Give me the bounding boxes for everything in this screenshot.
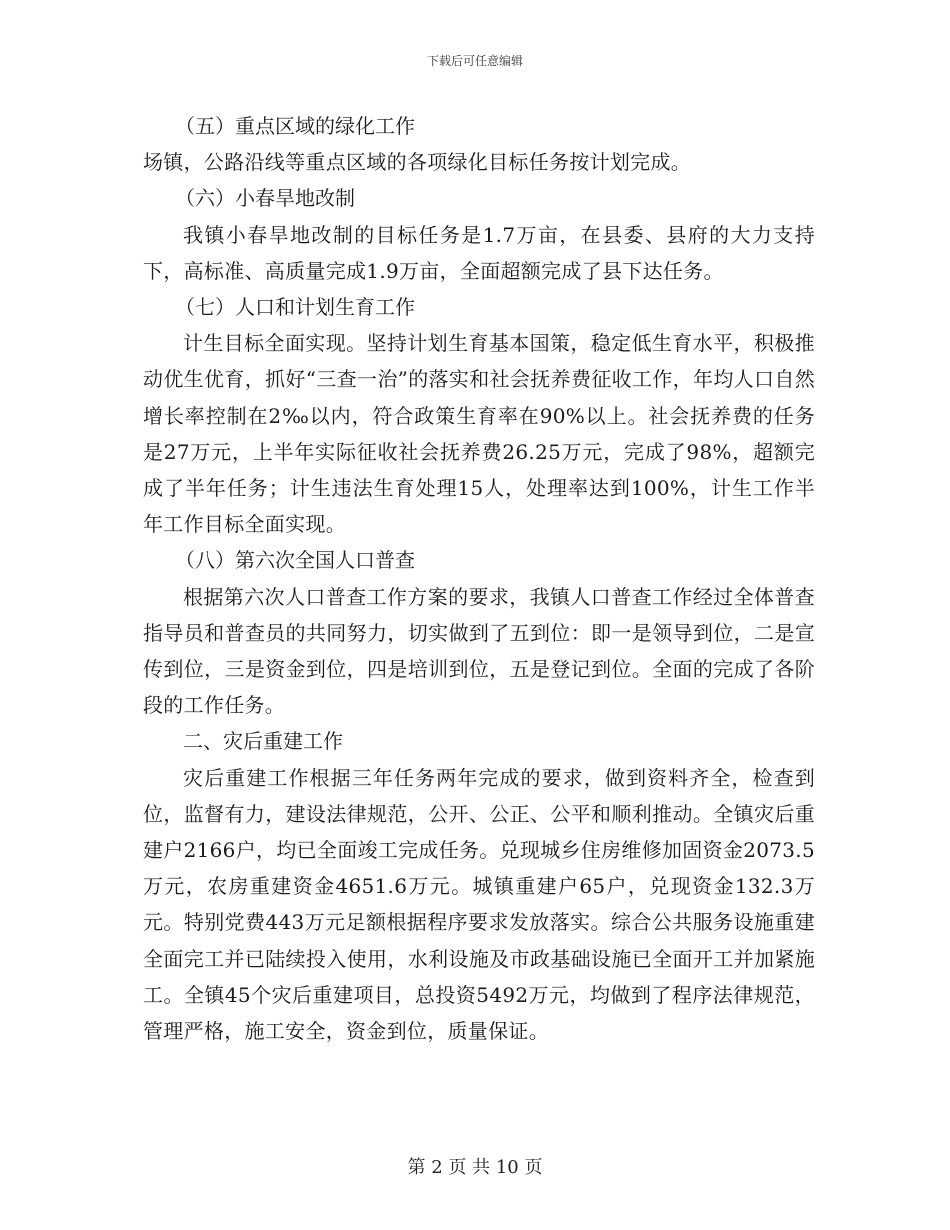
- paragraph-dryland-reform: 我镇小春旱地改制的目标任务是1.7万亩，在县委、县府的大力支持下，高标准、高质量完成1.9万亩，全面超额完成了县下达任务。: [143, 222, 815, 283]
- paragraph-family-planning: 计生目标全面实现。坚持计划生育基本国策，稳定低生育水平，积极推动优生优育，抓好“三查一治”的落实和社会抚养费征收工作，年均人口自然增长率控制在2‰以内，符合政策生育率在90%以上。社会抚养费的任务是27万元，上半年实际征收社会抚养费26.25万元，完成了98%，超额完成了半年任务；计生违法生育处理15人，处理率达到100%，计生工作半年工作目标全面实现。: [143, 331, 815, 537]
- paragraph-greening: 场镇，公路沿线等重点区域的各项绿化目标任务按计划完成。: [143, 150, 692, 175]
- heading-census: （八）第六次全国人口普查: [175, 548, 415, 573]
- page-header: 下载后可任意编辑: [426, 54, 523, 68]
- heading-reconstruction: 二、灾后重建工作: [183, 729, 343, 754]
- page-number-footer: 第 2 页 共 10 页: [407, 1157, 543, 1178]
- paragraph-reconstruction: 灾后重建工作根据三年任务两年完成的要求，做到资料齐全，检查到位，监督有力，建设法律规范，公开、公正、公平和顺利推动。全镇灾后重建户2166户，均已全面竣工完成任务。兑现城乡住房维修加固资金2073.5万元，农房重建资金4651.6万元。城镇重建户65户，兑现资金132.3万元。特别党费443万元足额根据程序要求发放落实。综合公共服务设施重建全面完工并已陆续投入使用，水利设施及市政基础设施已全面开工并加紧施工。全镇45个灾后重建项目，总投资5492万元，均做到了程序法律规范，管理严格，施工安全，资金到位，质量保证。: [143, 765, 815, 1044]
- document-body: [143, 108, 815, 1049]
- paragraph-census: 根据第六次人口普查工作方案的要求，我镇人口普查工作经过全体普查指导员和普查员的共同努力，切实做到了五到位：即一是领导到位，二是宣传到位，三是资金到位，四是培训到位，五是登记到位。全面的完成了各阶段的工作任务。: [143, 584, 815, 718]
- heading-greening: （五）重点区域的绿化工作: [175, 114, 415, 138]
- heading-family-planning: （七）人口和计划生育工作: [175, 295, 415, 320]
- heading-dryland-reform: （六）小春旱地改制: [175, 186, 355, 211]
